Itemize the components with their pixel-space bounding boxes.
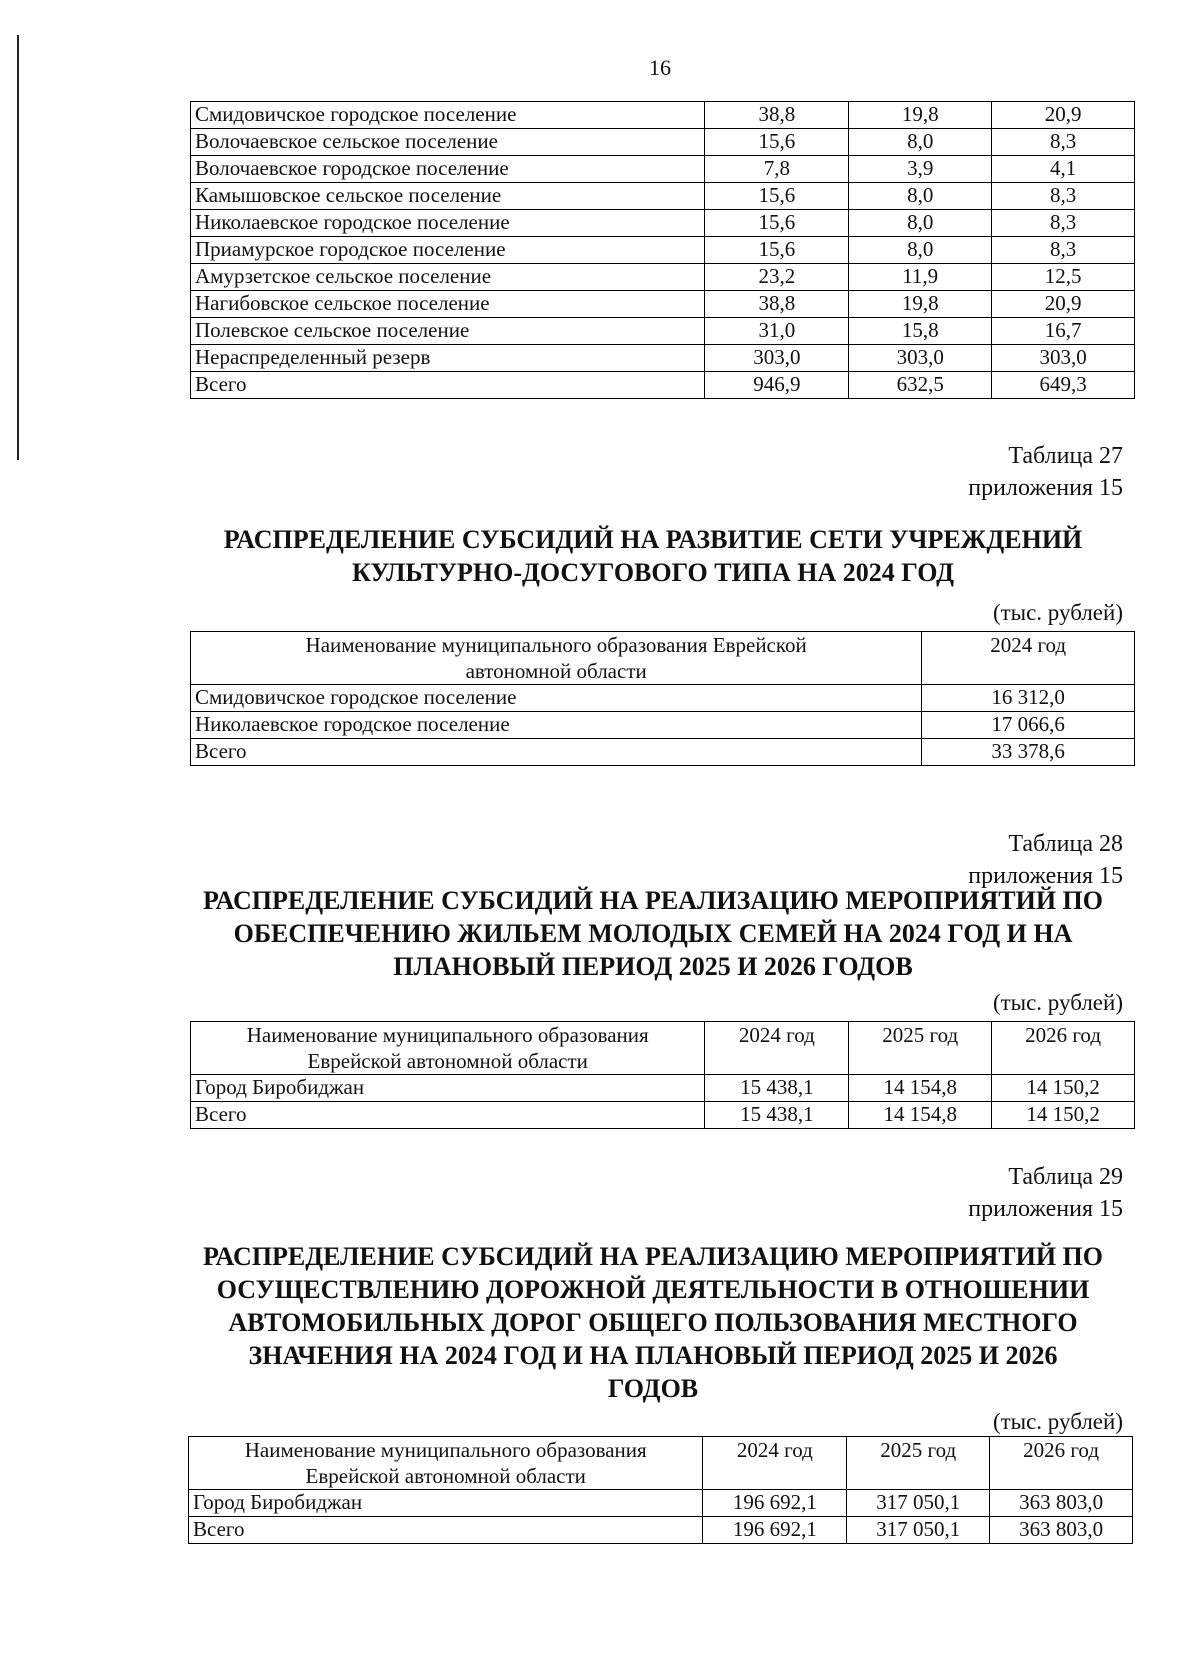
row-value-cell: 317 050,1 xyxy=(847,1490,990,1517)
header-year-cell: 2026 год xyxy=(990,1437,1133,1490)
table-row xyxy=(191,237,1135,264)
row-value-cell: 23,2 xyxy=(705,264,849,291)
row-value-cell: 14 150,2 xyxy=(992,1102,1135,1129)
table-26-body xyxy=(191,102,1135,399)
row-value-cell: 8,0 xyxy=(849,183,992,210)
table-row xyxy=(191,156,1135,183)
row-value-cell: 20,9 xyxy=(992,102,1135,129)
row-value-cell: 303,0 xyxy=(705,345,849,372)
table-row xyxy=(191,102,1135,129)
table-row xyxy=(191,739,1135,766)
row-value-cell: 946,9 xyxy=(705,372,849,399)
header-year-cell: 2025 год xyxy=(847,1437,990,1490)
table-26-continued xyxy=(190,101,1135,399)
row-value-cell: 33 378,6 xyxy=(922,739,1135,766)
header-year-cell: 2025 год xyxy=(849,1022,992,1075)
row-value-cell: 14 150,2 xyxy=(992,1075,1135,1102)
row-name-cell: Всего xyxy=(191,1102,705,1129)
row-value-cell: 14 154,8 xyxy=(849,1102,992,1129)
row-value-cell: 15,6 xyxy=(705,237,849,264)
row-value-cell: 17 066,6 xyxy=(922,712,1135,739)
row-value-cell: 15,6 xyxy=(705,210,849,237)
row-value-cell: 15 438,1 xyxy=(705,1075,849,1102)
row-value-cell: 16 312,0 xyxy=(922,685,1135,712)
table-27 xyxy=(190,631,1135,766)
row-value-cell: 196 692,1 xyxy=(703,1517,847,1544)
table-28 xyxy=(190,1021,1135,1129)
row-value-cell: 38,8 xyxy=(705,102,849,129)
table-row xyxy=(191,210,1135,237)
table-row xyxy=(191,318,1135,345)
table-29-body xyxy=(189,1490,1133,1544)
row-name-cell: Волочаевское городское поселение xyxy=(191,156,705,183)
row-value-cell: 15,8 xyxy=(849,318,992,345)
row-value-cell: 11,9 xyxy=(849,264,992,291)
header-year-cell: 2024 год xyxy=(705,1022,849,1075)
row-value-cell: 632,5 xyxy=(849,372,992,399)
table-header-row xyxy=(191,632,1135,685)
row-name-cell: Приамурское городское поселение xyxy=(191,237,705,264)
row-value-cell: 16,7 xyxy=(992,318,1135,345)
table-29-units: (тыс. рублей) xyxy=(992,1409,1123,1434)
row-name-cell: Камышовское сельское поселение xyxy=(191,183,705,210)
row-value-cell: 15,6 xyxy=(705,183,849,210)
row-name-cell: Смидовичское городское поселение xyxy=(191,685,922,712)
row-value-cell: 4,1 xyxy=(992,156,1135,183)
table-row xyxy=(191,129,1135,156)
table-27-units: (тыс. рублей) xyxy=(992,600,1123,625)
table-row xyxy=(191,183,1135,210)
table-27-head xyxy=(191,632,1135,685)
row-value-cell: 303,0 xyxy=(992,345,1135,372)
row-name-cell: Всего xyxy=(191,739,922,766)
row-value-cell: 14 154,8 xyxy=(849,1075,992,1102)
binder-line xyxy=(17,35,19,460)
row-name-cell: Николаевское городское поселение xyxy=(191,712,922,739)
row-name-cell: Нагибовское сельское поселение xyxy=(191,291,705,318)
row-name-cell: Нераспределенный резерв xyxy=(191,345,705,372)
table-row xyxy=(191,345,1135,372)
row-value-cell: 3,9 xyxy=(849,156,992,183)
row-value-cell: 15 438,1 xyxy=(705,1102,849,1129)
row-value-cell: 317 050,1 xyxy=(847,1517,990,1544)
table-29-label xyxy=(968,1161,1123,1225)
row-value-cell: 8,3 xyxy=(992,210,1135,237)
row-value-cell: 19,8 xyxy=(849,291,992,318)
row-name-cell: Амурзетское сельское поселение xyxy=(191,264,705,291)
row-value-cell: 303,0 xyxy=(849,345,992,372)
header-year-cell: 2026 год xyxy=(992,1022,1135,1075)
row-value-cell: 15,6 xyxy=(705,129,849,156)
table-28-head xyxy=(191,1022,1135,1075)
row-value-cell: 8,3 xyxy=(992,237,1135,264)
row-value-cell: 31,0 xyxy=(705,318,849,345)
table-row xyxy=(191,291,1135,318)
header-year-cell: 2024 год xyxy=(922,632,1135,685)
table-28-body xyxy=(191,1075,1135,1129)
row-value-cell: 19,8 xyxy=(849,102,992,129)
row-value-cell: 363 803,0 xyxy=(990,1490,1133,1517)
table-29-head xyxy=(189,1437,1133,1490)
table-28-label xyxy=(968,828,1123,892)
row-name-cell: Всего xyxy=(189,1517,703,1544)
header-name-cell: Наименование муниципального образования Еврейской автономной области xyxy=(191,1022,705,1075)
table-27-title: РАСПРЕДЕЛЕНИЕ СУБСИДИЙ НА РАЗВИТИЕ СЕТИ УЧРЕЖДЕНИЙ КУЛЬТУРНО-ДОСУГОВОГО ТИПА НА 2024 ГОД xyxy=(223,525,1083,587)
table-28-number: Таблица 28 xyxy=(1008,831,1123,857)
table-29-number: Таблица 29 xyxy=(1008,1164,1123,1190)
row-name-cell: Город Биробиджан xyxy=(191,1075,705,1102)
row-value-cell: 8,0 xyxy=(849,237,992,264)
table-row xyxy=(191,264,1135,291)
row-name-cell: Николаевское городское поселение xyxy=(191,210,705,237)
table-28-units: (тыс. рублей) xyxy=(992,990,1123,1015)
table-27-label xyxy=(968,440,1123,504)
table-row xyxy=(191,1075,1135,1102)
row-name-cell: Смидовичское городское поселение xyxy=(191,102,705,129)
table-28-title: РАСПРЕДЕЛЕНИЕ СУБСИДИЙ НА РЕАЛИЗАЦИЮ МЕРОПРИЯТИЙ ПО ОБЕСПЕЧЕНИЮ ЖИЛЬЕМ МОЛОДЫХ СЕМЕЙ НА 2024 ГОД И НА ПЛАНОВЫЙ ПЕРИОД 2025 И 2026 ГОДОВ xyxy=(202,886,1103,981)
page-number: 16 xyxy=(649,55,671,80)
table-row xyxy=(191,712,1135,739)
row-value-cell: 8,3 xyxy=(992,129,1135,156)
table-row xyxy=(189,1517,1133,1544)
row-value-cell: 363 803,0 xyxy=(990,1517,1133,1544)
row-name-cell: Всего xyxy=(191,372,705,399)
table-28-appendix: приложения 15 xyxy=(968,863,1123,889)
table-row xyxy=(191,1102,1135,1129)
header-name-cell: Наименование муниципального образования Еврейской автономной области xyxy=(191,632,922,685)
row-value-cell: 7,8 xyxy=(705,156,849,183)
table-row xyxy=(191,685,1135,712)
row-value-cell: 196 692,1 xyxy=(703,1490,847,1517)
row-name-cell: Город Биробиджан xyxy=(189,1490,703,1517)
table-29-appendix: приложения 15 xyxy=(968,1196,1123,1222)
table-27-number: Таблица 27 xyxy=(1008,443,1123,469)
table-27-body xyxy=(191,685,1135,766)
row-value-cell: 20,9 xyxy=(992,291,1135,318)
row-value-cell: 8,0 xyxy=(849,210,992,237)
row-value-cell: 8,3 xyxy=(992,183,1135,210)
header-name-cell: Наименование муниципального образования Еврейской автономной области xyxy=(189,1437,703,1490)
table-29-title: РАСПРЕДЕЛЕНИЕ СУБСИДИЙ НА РЕАЛИЗАЦИЮ МЕРОПРИЯТИЙ ПО ОСУЩЕСТВЛЕНИЮ ДОРОЖНОЙ ДЕЯТЕЛЬНОСТИ В ОТНОШЕНИИ АВТОМОБИЛЬНЫХ ДОРОГ ОБЩЕГО ПОЛЬЗОВАНИЯ МЕСТНОГО ЗНАЧЕНИЯ НА 2024 ГОД И НА ПЛАНОВЫЙ ПЕРИОД 2025 И 2026 ГОДОВ xyxy=(203,1242,1104,1403)
table-header-row xyxy=(191,1022,1135,1075)
table-row xyxy=(189,1490,1133,1517)
header-year-cell: 2024 год xyxy=(703,1437,847,1490)
table-29 xyxy=(188,1436,1133,1544)
row-value-cell: 12,5 xyxy=(992,264,1135,291)
row-value-cell: 8,0 xyxy=(849,129,992,156)
table-header-row xyxy=(189,1437,1133,1490)
row-name-cell: Полевское сельское поселение xyxy=(191,318,705,345)
table-row xyxy=(191,372,1135,399)
row-value-cell: 38,8 xyxy=(705,291,849,318)
row-name-cell: Волочаевское сельское поселение xyxy=(191,129,705,156)
row-value-cell: 649,3 xyxy=(992,372,1135,399)
table-27-appendix: приложения 15 xyxy=(968,475,1123,501)
